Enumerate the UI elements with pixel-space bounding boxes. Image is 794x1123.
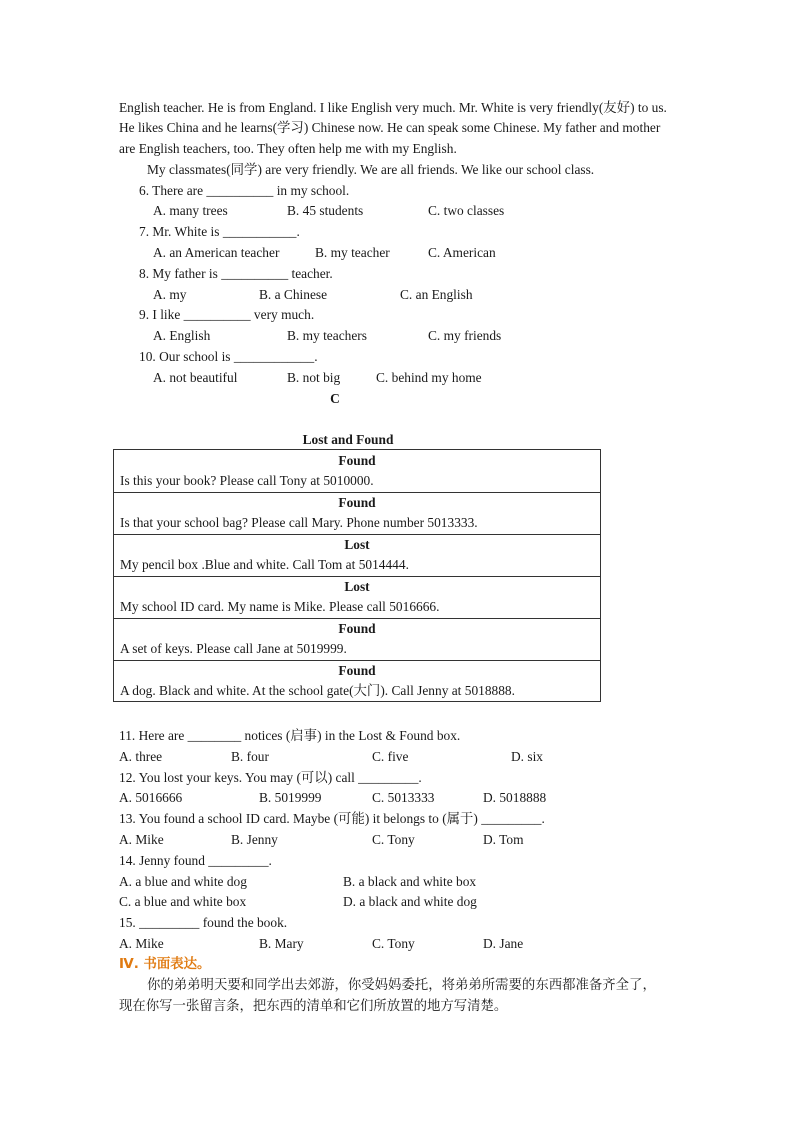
notice-heading: Found bbox=[338, 663, 376, 678]
table-row bbox=[114, 534, 600, 577]
table-row bbox=[114, 618, 600, 661]
question-12-stem: 12. You lost your keys. You may (可以) call _________. bbox=[119, 770, 422, 785]
notice-body: A set of keys. Please call Jane at 5019999. bbox=[120, 641, 347, 656]
question-13-option-c: C. Tony bbox=[372, 832, 415, 847]
part-c-label: C bbox=[330, 391, 340, 406]
question-6-option-b: B. 45 students bbox=[287, 203, 364, 218]
lost-found-table bbox=[113, 449, 601, 702]
table-row bbox=[114, 450, 600, 493]
passage-line-3: are English teachers, too. They often help me with my English. bbox=[119, 141, 457, 156]
table-row bbox=[114, 576, 600, 619]
question-11-stem: 11. Here are ________ notices (启事) in the Lost & Found box. bbox=[119, 728, 461, 743]
question-15-option-a: A. Mike bbox=[119, 936, 164, 951]
question-11-option-c: C. five bbox=[372, 749, 409, 764]
question-14-option-a: A. a blue and white dog bbox=[119, 874, 247, 889]
question-7-option-a: A. an American teacher bbox=[153, 245, 280, 260]
question-14-option-b: B. a black and white box bbox=[343, 874, 477, 889]
question-9-option-b: B. my teachers bbox=[287, 328, 367, 343]
question-8-option-c: C. an English bbox=[400, 287, 473, 302]
question-14-stem: 14. Jenny found _________. bbox=[119, 853, 272, 868]
question-12-option-a: A. 5016666 bbox=[119, 790, 183, 805]
notice-body: My pencil box .Blue and white. Call Tom at 5014444. bbox=[120, 557, 409, 572]
question-15-option-d: D. Jane bbox=[483, 936, 524, 951]
question-13-option-a: A. Mike bbox=[119, 832, 164, 847]
notice-heading: Found bbox=[338, 453, 376, 468]
question-15-stem: 15. _________ found the book. bbox=[119, 915, 288, 930]
passage-line-1: English teacher. He is from England. I like English very much. Mr. White is very friendly(友好) to us. bbox=[119, 100, 667, 115]
question-7-option-c: C. American bbox=[428, 245, 496, 260]
question-12-option-b: B. 5019999 bbox=[259, 790, 322, 805]
lost-found-title: Lost and Found bbox=[302, 432, 394, 447]
notice-body: My school ID card. My name is Mike. Please call 5016666. bbox=[120, 599, 440, 614]
question-11-option-a: A. three bbox=[119, 749, 163, 764]
question-10-stem: 10. Our school is ____________. bbox=[139, 349, 318, 364]
question-7-option-b: B. my teacher bbox=[315, 245, 390, 260]
table-row bbox=[114, 660, 600, 702]
question-14-option-c: C. a blue and white box bbox=[119, 894, 247, 909]
question-13-option-b: B. Jenny bbox=[231, 832, 278, 847]
question-10-option-c: C. behind my home bbox=[376, 370, 482, 385]
question-9-option-c: C. my friends bbox=[428, 328, 502, 343]
question-7-stem: 7. Mr. White is ___________. bbox=[139, 224, 300, 239]
question-10-option-b: B. not big bbox=[287, 370, 341, 385]
question-8-option-b: B. a Chinese bbox=[259, 287, 328, 302]
question-9-stem: 9. I like __________ very much. bbox=[139, 307, 315, 322]
question-15-option-c: C. Tony bbox=[372, 936, 415, 951]
notice-heading: Lost bbox=[344, 537, 370, 552]
passage-line-4: My classmates(同学) are very friendly. We are all friends. We like our school class. bbox=[147, 162, 595, 177]
question-13-stem: 13. You found a school ID card. Maybe (可能) it belongs to (属于) _________. bbox=[119, 811, 545, 826]
notice-body: Is this your book? Please call Tony at 5010000. bbox=[120, 473, 374, 488]
question-11-option-b: B. four bbox=[231, 749, 269, 764]
notice-body: Is that your school bag? Please call Mary. Phone number 5013333. bbox=[120, 515, 478, 530]
writing-prompt-line-2: 现在你写一张留言条，把东西的清单和它们所放置的地方写清楚。 bbox=[119, 999, 508, 1014]
writing-prompt-line-1: 你的弟弟明天要和同学出去郊游，你受妈妈委托，将弟弟所需要的东西都准备齐全了， bbox=[147, 978, 656, 993]
question-11-option-d: D. six bbox=[511, 749, 543, 764]
question-12-option-d: D. 5018888 bbox=[483, 790, 547, 805]
question-8-option-a: A. my bbox=[153, 287, 187, 302]
notice-heading: Found bbox=[338, 621, 376, 636]
question-9-option-a: A. English bbox=[153, 328, 211, 343]
question-14-option-d: D. a black and white dog bbox=[343, 894, 477, 909]
table-row bbox=[114, 492, 600, 535]
question-8-stem: 8. My father is __________ teacher. bbox=[139, 266, 333, 281]
question-13-option-d: D. Tom bbox=[483, 832, 524, 847]
question-10-option-a: A. not beautiful bbox=[153, 370, 238, 385]
question-12-option-c: C. 5013333 bbox=[372, 790, 435, 805]
question-6-stem: 6. There are __________ in my school. bbox=[139, 183, 350, 198]
notice-heading: Lost bbox=[344, 579, 370, 594]
notice-body: A dog. Black and white. At the school gate(大门). Call Jenny at 5018888. bbox=[120, 683, 515, 698]
writing-section-heading: Ⅳ. 书面表达。 bbox=[119, 957, 211, 972]
question-15-option-b: B. Mary bbox=[259, 936, 304, 951]
notice-heading: Found bbox=[338, 495, 376, 510]
passage-line-2: He likes China and he learns(学习) Chinese now. He can speak some Chinese. My father and mother bbox=[119, 120, 661, 135]
question-6-option-a: A. many trees bbox=[153, 203, 228, 218]
question-6-option-c: C. two classes bbox=[428, 203, 505, 218]
